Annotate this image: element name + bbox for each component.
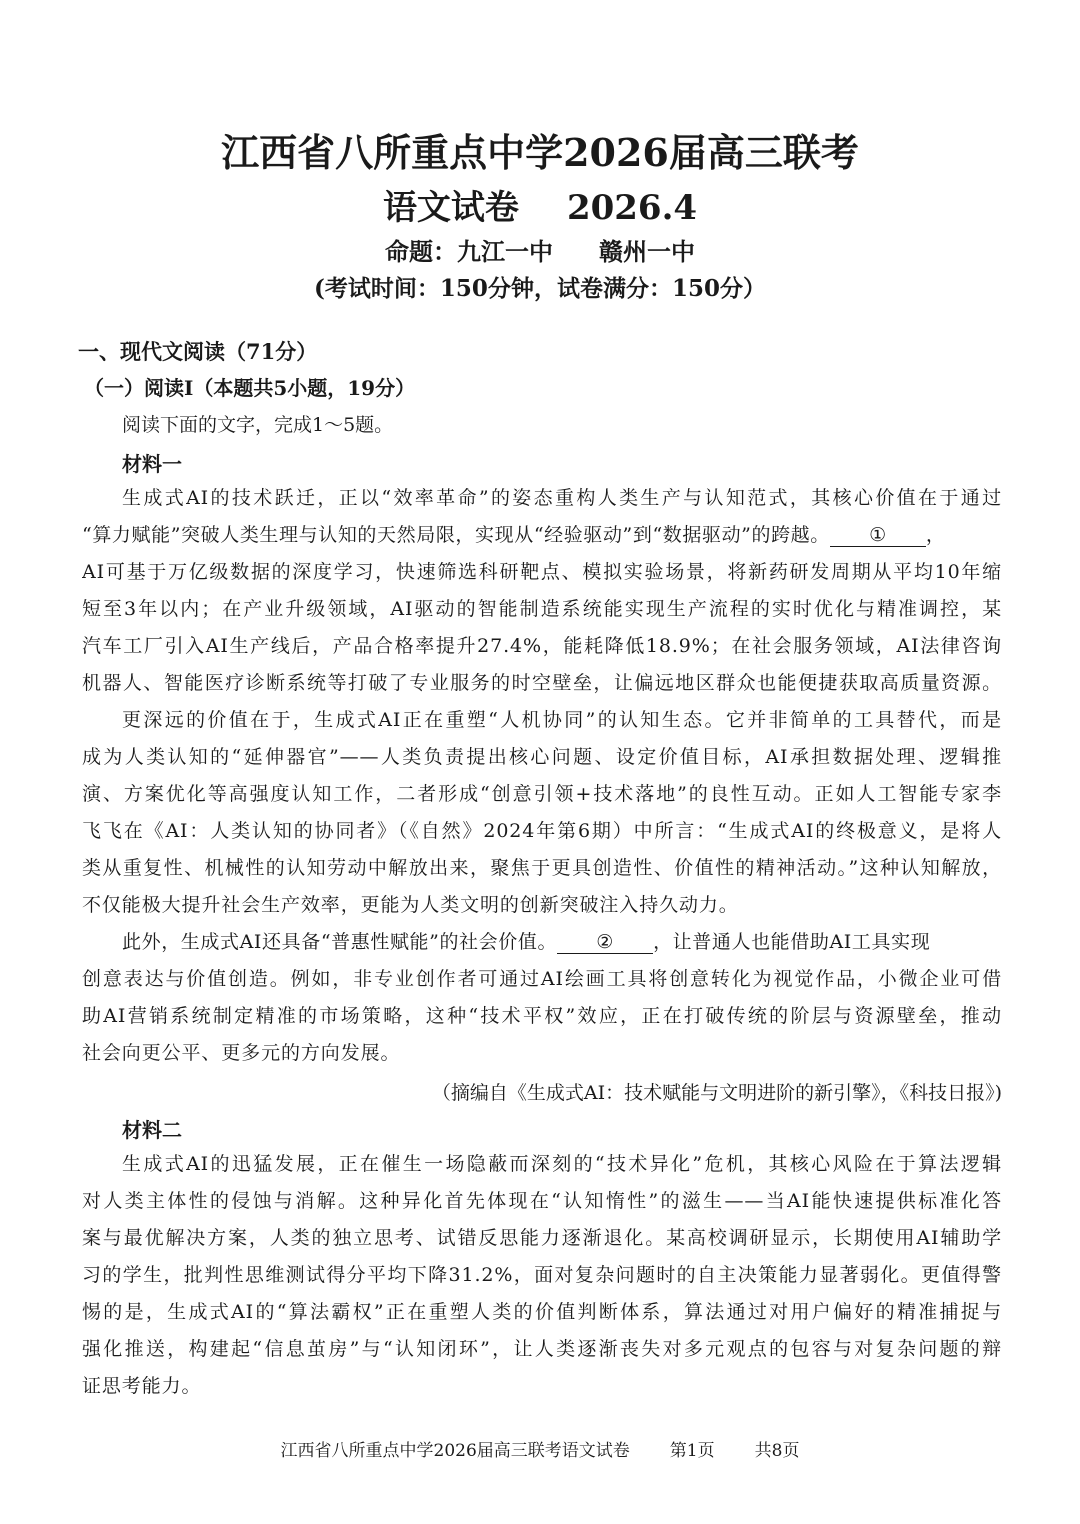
m1-p1-line6: 机器人、智能医疗诊断系统等打破了专业服务的时空壁垒，让偏远地区群众也能便捷获取高质量资源。	[82, 672, 1002, 694]
material1-label: 材料一	[122, 452, 182, 476]
m1-p3-line1-end: ，让普通人也能借助AI工具实现	[653, 931, 931, 953]
m2-p1-line7: 证思考能力。	[82, 1375, 202, 1397]
author-first: 命题：九江一中	[385, 237, 553, 266]
m1-p2-line1: 更深远的价值在于，生成式AI正在重塑“人机协同”的认知生态。它并非简单的工具替代，而是	[122, 709, 1002, 731]
m1-p1-line2-end: ，	[925, 524, 946, 546]
m2-p1-line6: 强化推送，构建起“信息茧房”与“认知闭环”，让人类逐渐丧失对多元观点的包容与对复杂问题的辩	[82, 1338, 1002, 1360]
section-heading: 一、现代文阅读（71分）	[78, 339, 318, 364]
exam-subject: 语文试卷	[382, 188, 519, 228]
exam-subject-line	[0, 180, 1080, 229]
m2-p1-line1: 生成式AI的迅猛发展，正在催生一场隐蔽而深刻的“技术异化”危机，其核心风险在于算法逻辑	[122, 1153, 1002, 1175]
m2-p1-line5: 惕的是，生成式AI的“算法霸权”正在重塑人类的价值判断体系，算法通过对用户偏好的精准捕捉与	[82, 1301, 1002, 1323]
m1-p2-line6: 不仅能极大提升社会生产效率，更能为人类文明的创新突破注入持久动力。	[82, 894, 739, 916]
material2-label: 材料二	[122, 1118, 182, 1142]
instruction-text: 阅读下面的文字，完成1～5题。	[122, 414, 394, 436]
m2-p1-line2: 对人类主体性的侵蚀与消解。这种异化首先体现在“认知惰性”的滋生——当AI能快速提供标准化答	[82, 1190, 1002, 1212]
m1-p2-line2: 成为人类认知的“延伸器官”——人类负责提出核心问题、设定价值目标，AI承担数据处理、逻辑推	[82, 746, 1002, 768]
m1-p2-line3: 演、方案优化等高强度认知工作，二者形成“创意引领+技术落地”的良性互动。正如人工智能专家李	[82, 783, 1002, 805]
exam-authors	[0, 232, 1080, 267]
blank-1: ①	[830, 524, 926, 547]
m1-p1-line1: 生成式AI的技术跃迁，正以“效率革命”的姿态重构人类生产与认知范式，其核心价值在于通过	[122, 487, 1002, 509]
footer-doc-name: 江西省八所重点中学2026届高三联考语文试卷	[280, 1441, 630, 1461]
m1-p2-line5: 类从重复性、机械性的认知劳动中解放出来，聚焦于更具创造性、价值性的精神活动。”这种认知解放，	[82, 857, 1002, 879]
m2-p1-line4: 习的学生，批判性思维测试得分平均下降31.2%，面对复杂问题时的自主决策能力显著弱化。更值得警	[82, 1264, 1002, 1286]
m1-p1-line5: 汽车工厂引入AI生产线后，产品合格率提升27.4%，能耗降低18.9%；在社会服务领域，AI法律咨询	[82, 635, 1002, 657]
m1-p1-line4: 短至3年以内；在产业升级领域，AI驱动的智能制造系统能实现生产流程的实时优化与精准调控，某	[82, 598, 1002, 620]
blank-2: ②	[557, 931, 653, 954]
m1-p2-line4: 飞飞在《AI：人类认知的协同者》（《自然》2024年第6期）中所言：“生成式AI的终极意义，是将人	[82, 820, 1002, 842]
page-footer	[0, 1436, 1080, 1461]
author-second: 赣州一中	[599, 237, 695, 266]
m1-p1-line3: AI可基于万亿级数据的深度学习，快速筛选科研靶点、模拟实验场景，将新药研发周期从平均10年缩	[82, 561, 1002, 583]
exam-date: 2026.4	[566, 188, 698, 228]
m1-p1-line2-text: “算力赋能”突破人类生理与认知的天然局限，实现从“经验驱动”到“数据驱动”的跨越。	[82, 524, 830, 546]
footer-page-total: 共8页	[754, 1441, 800, 1461]
m2-p1-line3: 案与最优解决方案，人类的独立思考、试错反思能力逐渐退化。某高校调研显示，长期使用AI辅助学	[82, 1227, 1002, 1249]
m1-p3-line1	[122, 930, 1002, 954]
m1-p3-line3: 助AI营销系统制定精准的市场策略，这种“技术平权”效应，正在打破传统的阶层与资源壁垒，推动	[82, 1005, 1002, 1027]
m1-p3-line4: 社会向更公平、更多元的方向发展。	[82, 1042, 401, 1064]
footer-page-number: 第1页	[669, 1441, 715, 1461]
m1-p3-line1-text: 此外，生成式AI还具备“普惠性赋能”的社会价值。	[122, 931, 558, 953]
exam-title: 江西省八所重点中学2026届高三联考	[221, 130, 859, 175]
exam-info: (考试时间：150分钟，试卷满分：150分）	[314, 275, 766, 302]
material1-source: （摘编自《生成式AI：技术赋能与文明进阶的新引擎》，《科技日报》)	[431, 1082, 1002, 1104]
m1-p1-line2	[82, 523, 1002, 547]
m1-p3-line2: 创意表达与价值创造。例如，非专业创作者可通过AI绘画工具将创意转化为视觉作品，小微企业可借	[82, 968, 1002, 990]
sub-section-heading: （一）阅读Ⅰ（本题共5小题，19分）	[84, 376, 416, 400]
